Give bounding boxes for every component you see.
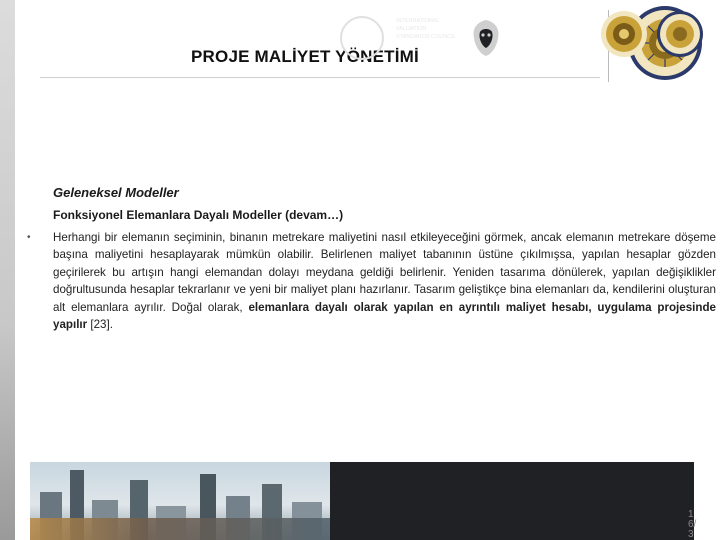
ivsc-logo-icon: IVSC	[340, 16, 384, 60]
paragraph-text: Herhangi bir elemanın seçiminin, binanın metrekare maliyetini nasıl etkileyeceğini görmek, ancak elemanın metrekare döşeme başına maliyetini hesaplayarak mümkün olabilir. Belirlenen maliyet tabanının üstüne çıkılmışsa, yapılan hesaplar gözden geçirilerek bu artışın hangi elemandan dolayı meydana geldiği belirlenir. Yeniden tasarıma dönülerek, yapılan değişiklikler doğrultusunda hesaplar tekrarlanır ve yeni bir maliyet planı hazırlanır. Tasarım geliştikçe bina elemanları da, kendilerini oluşturan alt elemanlara ayrılır. Doğal olarak,	[53, 231, 716, 314]
paragraph-citation: [23].	[87, 318, 113, 332]
bullet-marker: •	[27, 232, 31, 243]
subheading-traditional-models: Geleneksel Modeller	[53, 185, 179, 200]
title-underline	[40, 77, 600, 78]
ankara-university-seal-small-icon	[656, 10, 704, 58]
partner-logos-strip	[330, 462, 694, 540]
ivsc-logo-text: INTERNATIONAL VALUATION STANDARDS COUNCIL	[396, 18, 456, 40]
subheading-functional-elements: Fonksiyonel Elemanlara Dayalı Modeller (devam…)	[53, 208, 344, 222]
body-paragraph	[53, 229, 716, 333]
footer-banner	[30, 462, 694, 540]
page-number: 1 6/ 3	[688, 509, 697, 540]
page-title: PROJE MALİYET YÖNETİMİ	[191, 47, 419, 66]
paragraph-bold-text: elemanlara dayalı olarak yapılan en ayrıntılı maliyet hesabı, uygulama projesinde yapılır	[53, 300, 716, 332]
rics-lion-icon	[468, 18, 504, 58]
seal-icon	[600, 10, 648, 58]
rics-logo-text: RICS	[506, 20, 573, 50]
city-skyline-photo	[30, 462, 330, 540]
left-accent-bar	[0, 0, 15, 540]
